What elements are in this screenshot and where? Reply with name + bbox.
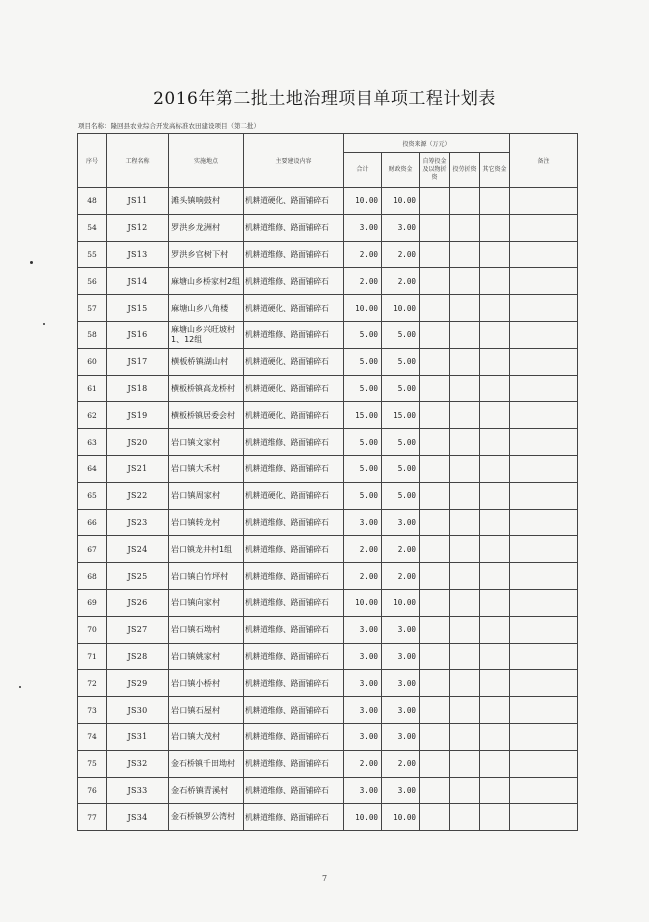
cell-self-raised <box>420 750 450 777</box>
cell-seq: 69 <box>78 589 107 616</box>
table-row <box>78 589 578 616</box>
cell-location: 麻塘山乡兴旺坡村1、12组 <box>169 321 244 348</box>
cell-self-raised <box>420 321 450 348</box>
cell-location: 横板桥镇湖山村 <box>169 348 244 375</box>
cell-labor <box>450 429 480 456</box>
cell-fiscal: 3.00 <box>382 509 420 536</box>
header-self-raised: 自筹投金及以物折资 <box>420 153 450 188</box>
table-row <box>78 697 578 724</box>
header-name: 工程名称 <box>107 134 169 188</box>
cell-other <box>480 455 510 482</box>
cell-seq: 64 <box>78 455 107 482</box>
cell-project-code: JS25 <box>107 563 169 590</box>
table-row <box>78 804 578 831</box>
cell-self-raised <box>420 777 450 804</box>
cell-seq: 62 <box>78 402 107 429</box>
cell-labor <box>450 536 480 563</box>
cell-labor <box>450 188 480 215</box>
cell-location: 罗洪乡龙洲村 <box>169 214 244 241</box>
cell-content: 机耕道维修、路面铺碎石 <box>244 697 344 724</box>
cell-self-raised <box>420 455 450 482</box>
cell-self-raised <box>420 643 450 670</box>
cell-labor <box>450 750 480 777</box>
cell-other <box>480 750 510 777</box>
cell-project-code: JS29 <box>107 670 169 697</box>
cell-project-code: JS21 <box>107 455 169 482</box>
cell-location: 岩口镇大茂村 <box>169 723 244 750</box>
cell-seq: 55 <box>78 241 107 268</box>
cell-seq: 63 <box>78 429 107 456</box>
cell-content: 机耕道维修、路面铺碎石 <box>244 536 344 563</box>
cell-fiscal: 2.00 <box>382 563 420 590</box>
cell-labor <box>450 670 480 697</box>
cell-fiscal: 5.00 <box>382 429 420 456</box>
cell-location: 岩口镇石坳村 <box>169 616 244 643</box>
cell-project-code: JS34 <box>107 804 169 831</box>
cell-remarks <box>510 697 578 724</box>
cell-self-raised <box>420 295 450 322</box>
cell-project-code: JS11 <box>107 188 169 215</box>
cell-content: 机耕道维修、路面铺碎石 <box>244 670 344 697</box>
cell-seq: 68 <box>78 563 107 590</box>
cell-fiscal: 5.00 <box>382 455 420 482</box>
cell-remarks <box>510 402 578 429</box>
cell-project-code: JS17 <box>107 348 169 375</box>
cell-total: 2.00 <box>344 241 382 268</box>
header-other: 其它资金 <box>480 153 510 188</box>
cell-remarks <box>510 268 578 295</box>
cell-labor <box>450 777 480 804</box>
project-name-line: 项目名称：隆回县农业综合开发高标准农田建设项目（第二批） <box>78 122 260 130</box>
table-row <box>78 348 578 375</box>
cell-location: 岩口镇龙井村1组 <box>169 536 244 563</box>
cell-content: 机耕道硬化、路面铺碎石 <box>244 402 344 429</box>
cell-labor <box>450 268 480 295</box>
cell-remarks <box>510 536 578 563</box>
cell-fiscal: 2.00 <box>382 750 420 777</box>
cell-fiscal: 10.00 <box>382 295 420 322</box>
cell-self-raised <box>420 723 450 750</box>
cell-fiscal: 3.00 <box>382 643 420 670</box>
table-row <box>78 321 578 348</box>
cell-location: 岩口镇大禾村 <box>169 455 244 482</box>
cell-other <box>480 214 510 241</box>
cell-seq: 66 <box>78 509 107 536</box>
cell-other <box>480 616 510 643</box>
cell-seq: 57 <box>78 295 107 322</box>
cell-fiscal: 3.00 <box>382 723 420 750</box>
cell-self-raised <box>420 482 450 509</box>
cell-labor <box>450 214 480 241</box>
cell-self-raised <box>420 616 450 643</box>
cell-content: 机耕道维修、路面铺碎石 <box>244 268 344 295</box>
cell-fiscal: 2.00 <box>382 268 420 295</box>
cell-other <box>480 563 510 590</box>
cell-seq: 71 <box>78 643 107 670</box>
cell-location: 岩口镇白竹坪村 <box>169 563 244 590</box>
cell-total: 3.00 <box>344 723 382 750</box>
cell-content: 机耕道硬化、路面铺碎石 <box>244 348 344 375</box>
cell-labor <box>450 697 480 724</box>
cell-self-raised <box>420 697 450 724</box>
table-row <box>78 509 578 536</box>
cell-other <box>480 375 510 402</box>
cell-seq: 54 <box>78 214 107 241</box>
table-row <box>78 670 578 697</box>
cell-labor <box>450 321 480 348</box>
cell-total: 3.00 <box>344 670 382 697</box>
cell-project-code: JS27 <box>107 616 169 643</box>
cell-remarks <box>510 616 578 643</box>
cell-self-raised <box>420 589 450 616</box>
cell-content: 机耕道维修、路面铺碎石 <box>244 804 344 831</box>
cell-total: 3.00 <box>344 214 382 241</box>
cell-fiscal: 2.00 <box>382 241 420 268</box>
header-seq: 序号 <box>78 134 107 188</box>
cell-self-raised <box>420 214 450 241</box>
cell-seq: 60 <box>78 348 107 375</box>
cell-location: 麻塘山乡八角楼 <box>169 295 244 322</box>
cell-labor <box>450 723 480 750</box>
cell-remarks <box>510 348 578 375</box>
header-remarks: 备注 <box>510 134 578 188</box>
cell-other <box>480 777 510 804</box>
cell-labor <box>450 295 480 322</box>
cell-project-code: JS15 <box>107 295 169 322</box>
cell-self-raised <box>420 509 450 536</box>
cell-location: 岩口镇转龙村 <box>169 509 244 536</box>
cell-fiscal: 3.00 <box>382 697 420 724</box>
cell-project-code: JS30 <box>107 697 169 724</box>
cell-location: 横板桥镇居委会村 <box>169 402 244 429</box>
cell-fiscal: 2.00 <box>382 536 420 563</box>
cell-location: 金石桥镇青溪村 <box>169 777 244 804</box>
cell-content: 机耕道维修、路面铺碎石 <box>244 241 344 268</box>
table-body <box>78 188 578 831</box>
cell-project-code: JS19 <box>107 402 169 429</box>
cell-seq: 58 <box>78 321 107 348</box>
cell-total: 10.00 <box>344 804 382 831</box>
table-row <box>78 643 578 670</box>
cell-labor <box>450 804 480 831</box>
cell-fiscal: 15.00 <box>382 402 420 429</box>
cell-remarks <box>510 429 578 456</box>
cell-project-code: JS24 <box>107 536 169 563</box>
cell-content: 机耕道维修、路面铺碎石 <box>244 429 344 456</box>
cell-fiscal: 5.00 <box>382 321 420 348</box>
cell-self-raised <box>420 429 450 456</box>
cell-content: 机耕道硬化、路面铺碎石 <box>244 375 344 402</box>
cell-project-code: JS22 <box>107 482 169 509</box>
cell-seq: 56 <box>78 268 107 295</box>
cell-location: 岩口镇周家村 <box>169 482 244 509</box>
cell-project-code: JS23 <box>107 509 169 536</box>
cell-other <box>480 589 510 616</box>
cell-other <box>480 670 510 697</box>
cell-total: 10.00 <box>344 589 382 616</box>
cell-labor <box>450 375 480 402</box>
cell-seq: 61 <box>78 375 107 402</box>
cell-total: 5.00 <box>344 348 382 375</box>
cell-seq: 48 <box>78 188 107 215</box>
cell-total: 2.00 <box>344 563 382 590</box>
cell-content: 机耕道硬化、路面铺碎石 <box>244 482 344 509</box>
cell-total: 2.00 <box>344 536 382 563</box>
cell-remarks <box>510 509 578 536</box>
cell-total: 10.00 <box>344 188 382 215</box>
cell-location: 岩口镇文家村 <box>169 429 244 456</box>
cell-fiscal: 5.00 <box>382 348 420 375</box>
table-row <box>78 188 578 215</box>
cell-content: 机耕道维修、路面铺碎石 <box>244 723 344 750</box>
table-row <box>78 295 578 322</box>
scan-speck <box>19 686 21 688</box>
cell-self-raised <box>420 241 450 268</box>
cell-project-code: JS16 <box>107 321 169 348</box>
cell-seq: 65 <box>78 482 107 509</box>
cell-remarks <box>510 188 578 215</box>
cell-other <box>480 268 510 295</box>
table-row <box>78 402 578 429</box>
cell-location: 金石桥镇罗公湾村 <box>169 804 244 831</box>
cell-project-code: JS33 <box>107 777 169 804</box>
cell-labor <box>450 589 480 616</box>
cell-labor <box>450 563 480 590</box>
cell-fiscal: 5.00 <box>382 482 420 509</box>
header-labor: 投劳折资 <box>450 153 480 188</box>
cell-other <box>480 321 510 348</box>
header-investment-group: 投资来源（万元） <box>344 134 510 153</box>
cell-other <box>480 723 510 750</box>
cell-fiscal: 10.00 <box>382 804 420 831</box>
cell-fiscal: 10.00 <box>382 188 420 215</box>
cell-seq: 72 <box>78 670 107 697</box>
cell-other <box>480 241 510 268</box>
cell-seq: 76 <box>78 777 107 804</box>
cell-seq: 77 <box>78 804 107 831</box>
cell-seq: 74 <box>78 723 107 750</box>
cell-labor <box>450 241 480 268</box>
cell-labor <box>450 482 480 509</box>
cell-remarks <box>510 804 578 831</box>
page-title: 2016年第二批土地治理项目单项工程计划表 <box>153 89 496 109</box>
cell-remarks <box>510 670 578 697</box>
cell-total: 5.00 <box>344 429 382 456</box>
cell-project-code: JS18 <box>107 375 169 402</box>
cell-self-raised <box>420 268 450 295</box>
cell-remarks <box>510 241 578 268</box>
cell-other <box>480 509 510 536</box>
scan-speck <box>30 261 33 264</box>
cell-content: 机耕道维修、路面铺碎石 <box>244 563 344 590</box>
cell-location: 滩头镇响鼓村 <box>169 188 244 215</box>
cell-remarks <box>510 777 578 804</box>
cell-content: 机耕道维修、路面铺碎石 <box>244 643 344 670</box>
cell-remarks <box>510 214 578 241</box>
table-row <box>78 429 578 456</box>
cell-location: 岩口镇向家村 <box>169 589 244 616</box>
cell-total: 10.00 <box>344 295 382 322</box>
cell-project-code: JS26 <box>107 589 169 616</box>
cell-remarks <box>510 589 578 616</box>
cell-location: 岩口镇小桥村 <box>169 670 244 697</box>
table-row <box>78 723 578 750</box>
cell-total: 3.00 <box>344 697 382 724</box>
cell-total: 5.00 <box>344 455 382 482</box>
table-row <box>78 241 578 268</box>
cell-content: 机耕道维修、路面铺碎石 <box>244 509 344 536</box>
cell-content: 机耕道维修、路面铺碎石 <box>244 455 344 482</box>
cell-other <box>480 482 510 509</box>
header-location: 实施地点 <box>169 134 244 188</box>
project-table <box>77 133 578 831</box>
cell-self-raised <box>420 348 450 375</box>
cell-other <box>480 188 510 215</box>
cell-content: 机耕道维修、路面铺碎石 <box>244 214 344 241</box>
header-content: 主要建设内容 <box>244 134 344 188</box>
cell-location: 罗洪乡官树下村 <box>169 241 244 268</box>
cell-labor <box>450 643 480 670</box>
cell-labor <box>450 616 480 643</box>
cell-seq: 70 <box>78 616 107 643</box>
cell-remarks <box>510 482 578 509</box>
cell-other <box>480 536 510 563</box>
cell-other <box>480 697 510 724</box>
cell-content: 机耕道维修、路面铺碎石 <box>244 321 344 348</box>
cell-project-code: JS32 <box>107 750 169 777</box>
cell-location: 横板桥镇高龙桥村 <box>169 375 244 402</box>
cell-self-raised <box>420 804 450 831</box>
cell-self-raised <box>420 188 450 215</box>
cell-labor <box>450 402 480 429</box>
cell-content: 机耕道维修、路面铺碎石 <box>244 777 344 804</box>
cell-total: 3.00 <box>344 643 382 670</box>
cell-fiscal: 3.00 <box>382 214 420 241</box>
cell-content: 机耕道维修、路面铺碎石 <box>244 750 344 777</box>
cell-labor <box>450 455 480 482</box>
project-table-container <box>77 133 577 831</box>
cell-other <box>480 295 510 322</box>
cell-content: 机耕道维修、路面铺碎石 <box>244 616 344 643</box>
cell-project-code: JS13 <box>107 241 169 268</box>
cell-total: 3.00 <box>344 777 382 804</box>
cell-remarks <box>510 723 578 750</box>
cell-location: 岩口镇石屋村 <box>169 697 244 724</box>
cell-total: 3.00 <box>344 616 382 643</box>
table-row <box>78 750 578 777</box>
cell-total: 2.00 <box>344 750 382 777</box>
table-row <box>78 375 578 402</box>
cell-total: 15.00 <box>344 402 382 429</box>
cell-total: 5.00 <box>344 321 382 348</box>
cell-project-code: JS12 <box>107 214 169 241</box>
cell-other <box>480 402 510 429</box>
cell-total: 2.00 <box>344 268 382 295</box>
cell-remarks <box>510 643 578 670</box>
cell-remarks <box>510 375 578 402</box>
cell-remarks <box>510 321 578 348</box>
table-row <box>78 777 578 804</box>
cell-content: 机耕道维修、路面铺碎石 <box>244 589 344 616</box>
table-row <box>78 268 578 295</box>
cell-project-code: JS31 <box>107 723 169 750</box>
table-row <box>78 214 578 241</box>
cell-fiscal: 3.00 <box>382 777 420 804</box>
cell-self-raised <box>420 536 450 563</box>
cell-total: 5.00 <box>344 482 382 509</box>
cell-location: 金石桥镇千田坳村 <box>169 750 244 777</box>
cell-project-code: JS28 <box>107 643 169 670</box>
cell-other <box>480 643 510 670</box>
table-row <box>78 455 578 482</box>
table-row <box>78 536 578 563</box>
table-row <box>78 482 578 509</box>
cell-project-code: JS20 <box>107 429 169 456</box>
cell-location: 麻塘山乡桥家村2组 <box>169 268 244 295</box>
cell-other <box>480 429 510 456</box>
cell-total: 5.00 <box>344 375 382 402</box>
cell-other <box>480 804 510 831</box>
cell-content: 机耕道硬化、路面铺碎石 <box>244 295 344 322</box>
cell-location: 岩口镇姚家村 <box>169 643 244 670</box>
cell-total: 3.00 <box>344 509 382 536</box>
cell-fiscal: 5.00 <box>382 375 420 402</box>
header-fiscal: 财政资金 <box>382 153 420 188</box>
header-total: 合计 <box>344 153 382 188</box>
cell-self-raised <box>420 402 450 429</box>
scan-speck <box>43 323 45 325</box>
table-header-row <box>78 134 578 153</box>
page-number: 7 <box>321 874 328 883</box>
cell-seq: 73 <box>78 697 107 724</box>
table-row <box>78 616 578 643</box>
cell-fiscal: 3.00 <box>382 670 420 697</box>
cell-self-raised <box>420 563 450 590</box>
cell-fiscal: 10.00 <box>382 589 420 616</box>
cell-other <box>480 348 510 375</box>
cell-labor <box>450 509 480 536</box>
table-row <box>78 563 578 590</box>
cell-project-code: JS14 <box>107 268 169 295</box>
cell-fiscal: 3.00 <box>382 616 420 643</box>
cell-content: 机耕道硬化、路面铺碎石 <box>244 188 344 215</box>
cell-seq: 67 <box>78 536 107 563</box>
cell-self-raised <box>420 375 450 402</box>
cell-labor <box>450 348 480 375</box>
cell-remarks <box>510 295 578 322</box>
cell-remarks <box>510 455 578 482</box>
cell-remarks <box>510 563 578 590</box>
cell-self-raised <box>420 670 450 697</box>
cell-remarks <box>510 750 578 777</box>
cell-seq: 75 <box>78 750 107 777</box>
